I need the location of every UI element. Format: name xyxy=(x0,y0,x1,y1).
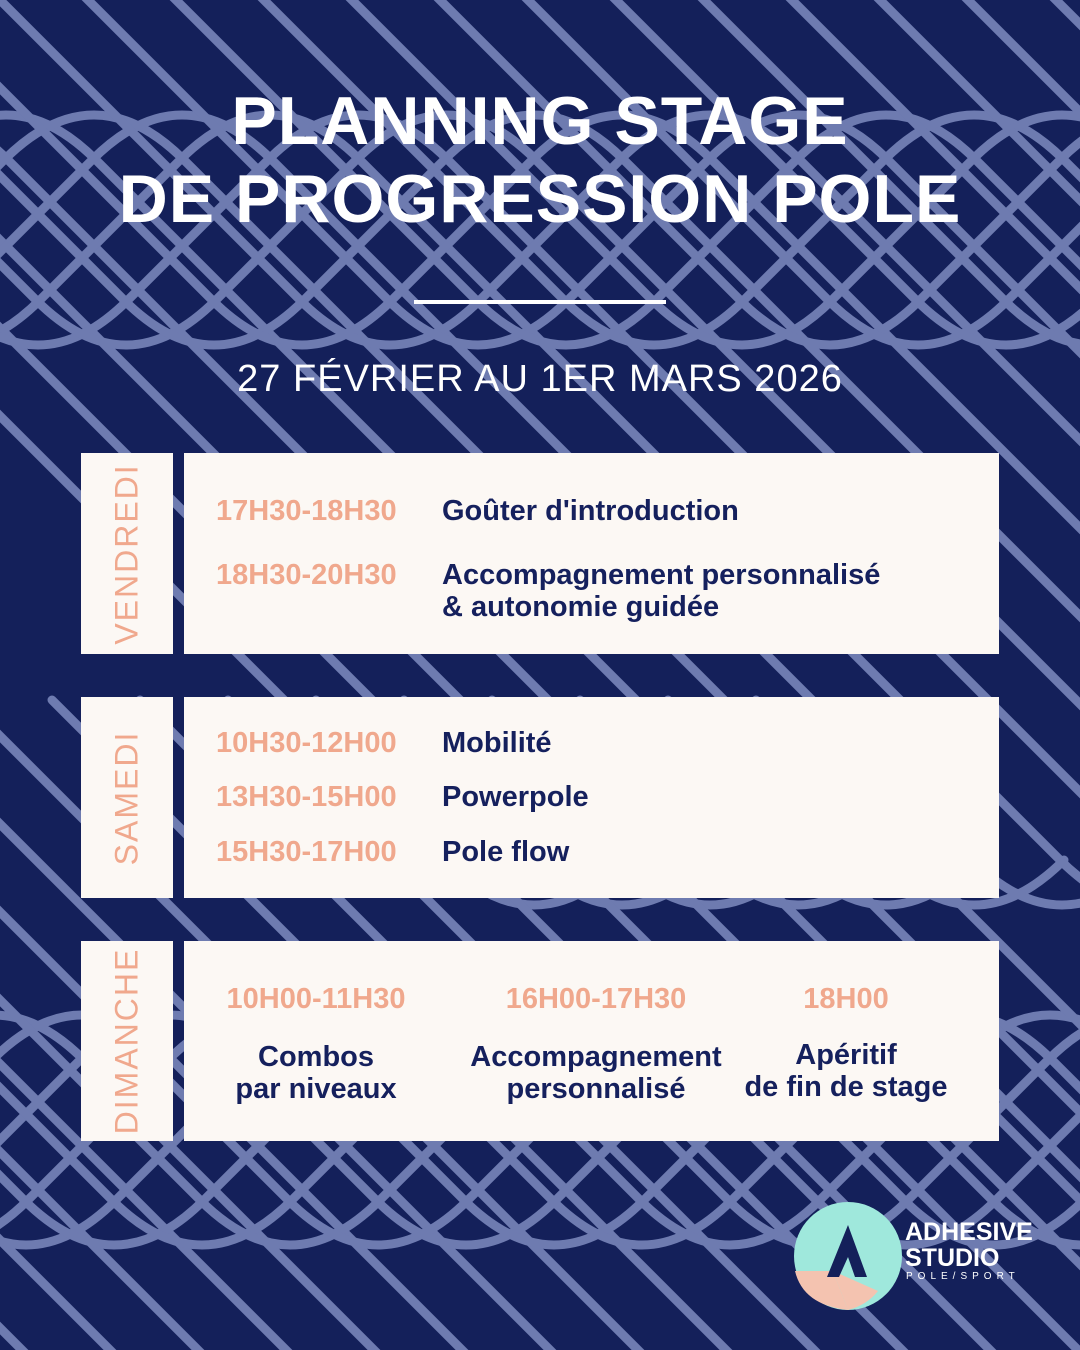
session-activity: Pole flow xyxy=(442,836,570,868)
session-activity-line-1: Apéritif xyxy=(795,1039,897,1071)
session-time: 10H00-11H30 xyxy=(226,983,406,1015)
day-label-friday: VENDREDI xyxy=(108,462,145,645)
adhesive-studio-logo-icon xyxy=(793,1201,903,1311)
session-time: 15H30-17H00 xyxy=(216,836,397,868)
session-activity-line-1: Combos xyxy=(258,1041,374,1073)
brand-name-line-2: STUDIO xyxy=(905,1244,1000,1272)
title-divider xyxy=(414,300,666,304)
poster-title-line-1: PLANNING STAGE xyxy=(231,83,849,159)
session-activity-line-2: & autonomie guidée xyxy=(442,591,720,623)
session-activity: Mobilité xyxy=(442,727,552,759)
day-tab-friday xyxy=(81,453,173,654)
session-time: 13H30-15H00 xyxy=(216,781,397,813)
session-activity: Powerpole xyxy=(442,781,589,813)
event-dates: 27 FÉVRIER AU 1ER MARS 2026 xyxy=(237,358,843,400)
session-activity-line-1: Accompagnement personnalisé xyxy=(442,559,881,591)
session-activity-line-2: personnalisé xyxy=(506,1073,686,1105)
schedule-panel-sunday xyxy=(184,941,999,1141)
session-time: 18H00 xyxy=(803,983,889,1015)
day-tab-saturday xyxy=(81,697,173,898)
day-label-saturday: SAMEDI xyxy=(108,730,145,865)
brand-tagline: POLE/SPORT xyxy=(906,1271,1020,1282)
session-activity-line-1: Accompagnement xyxy=(470,1041,722,1073)
brand-name-line-1: ADHESIVE xyxy=(905,1218,1033,1246)
session-activity-line-2: de fin de stage xyxy=(744,1071,948,1103)
schedule-panel-saturday xyxy=(184,697,999,898)
session-time: 10H30-12H00 xyxy=(216,727,397,759)
session-time: 18H30-20H30 xyxy=(216,559,397,591)
day-label-sunday: DIMANCHE xyxy=(108,947,145,1135)
poster-title-line-2: DE PROGRESSION POLE xyxy=(118,161,962,237)
session-activity-line-2: par niveaux xyxy=(235,1073,397,1105)
session-time: 17H30-18H30 xyxy=(216,495,397,527)
session-time: 16H00-17H30 xyxy=(505,983,687,1015)
day-tab-sunday xyxy=(81,941,173,1141)
session-activity: Goûter d'introduction xyxy=(442,495,739,527)
schedule-panel-friday xyxy=(184,453,999,654)
